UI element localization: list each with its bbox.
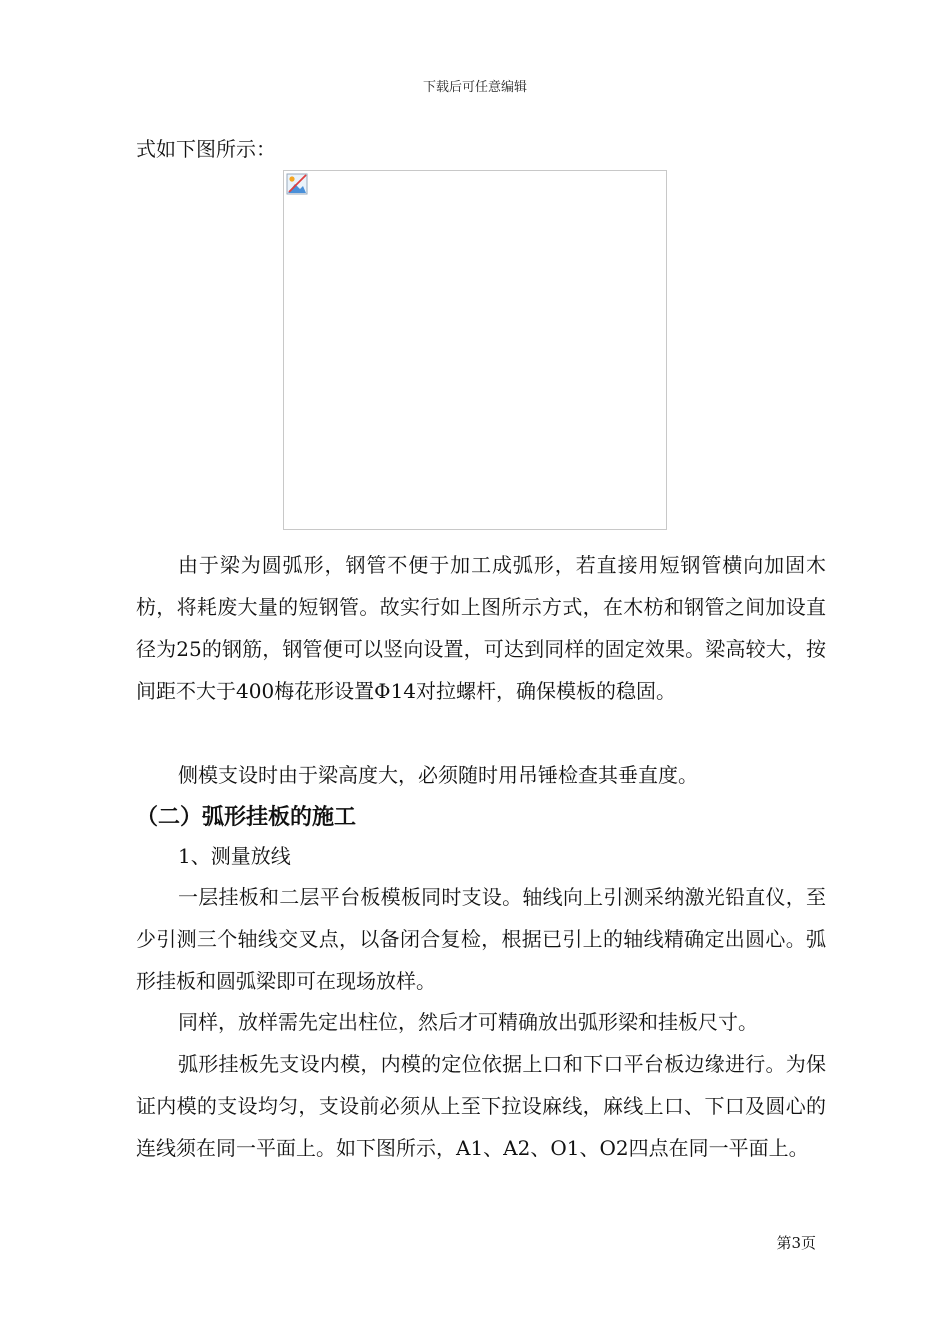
subheading-survey: 1、测量放线	[178, 844, 291, 868]
paragraph-rebar: 由于梁为圆弧形，钢管不便于加工成弧形，若直接用短钢管横向加固木枋，将耗废大量的短钢管。故实行如上图所示方式，在木枋和钢管之间加设直径为25的钢筋，钢管便可以竖向设置，可达到同样的固定效果。梁高较大，按间距不大于400梅花形设置Φ14对拉螺杆，确保模板的稳固。	[136, 553, 826, 703]
page-number: 第3页	[776, 1234, 816, 1252]
paragraph-side-form: 侧模支设时由于梁高度大，必须随时用吊锤检查其垂直度。	[178, 763, 698, 787]
paragraph-survey: 一层挂板和二层平台板模板同时支设。轴线向上引测采纳激光铅直仪，至少引测三个轴线交叉点，以备闭合复检，根据已引上的轴线精确定出圆心。弧形挂板和圆弧梁即可在现场放样。	[136, 885, 826, 993]
figure-placeholder	[283, 170, 667, 530]
paragraph-inner-form: 弧形挂板先支设内模，内模的定位依据上口和下口平台板边缘进行。为保证内模的支设均匀，支设前必须从上至下拉设麻线，麻线上口、下口及圆心的连线须在同一平面上。如下图所示，A1、A2、O1、O2四点在同一平面上。	[136, 1052, 826, 1160]
intro-line: 式如下图所示：	[136, 137, 276, 161]
page-header: 下载后可任意编辑	[422, 80, 527, 95]
section-heading: （二）弧形挂板的施工	[136, 805, 357, 830]
broken-image-icon	[286, 173, 308, 195]
paragraph-layout: 同样，放样需先定出柱位，然后才可精确放出弧形梁和挂板尺寸。	[178, 1010, 758, 1034]
